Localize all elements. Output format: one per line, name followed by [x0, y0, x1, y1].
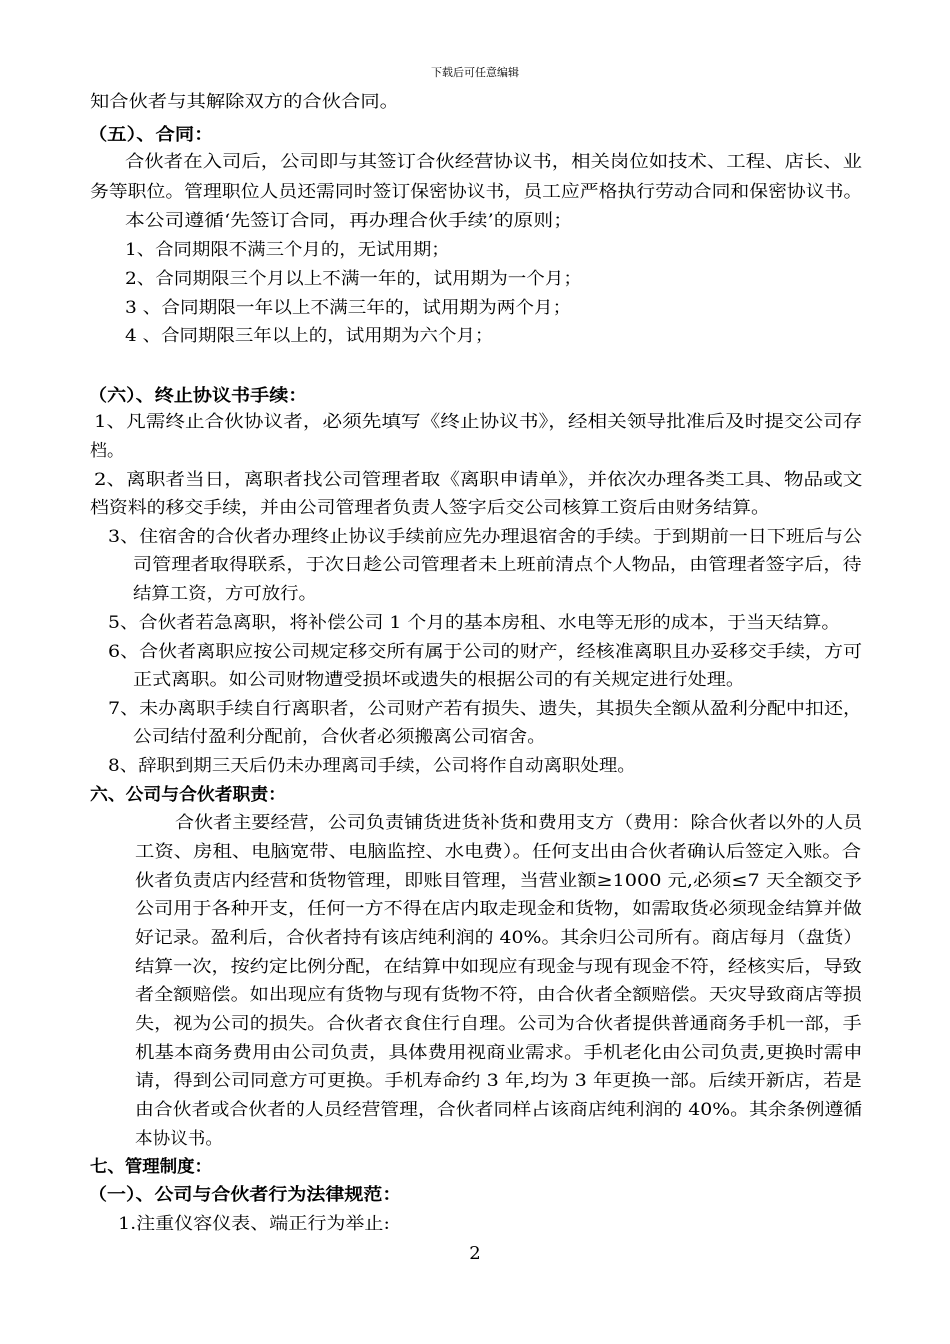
text-line: 3、住宿舍的合伙者办理终止协议手续前应先办理退宿舍的手续。于到期前一日下班后与公 — [108, 527, 863, 547]
text-line: 2、离职者当日，离职者找公司管理者取《离职申请单》，并依次办理各类工具、物品或文 — [94, 470, 863, 490]
text-line: 由合伙者或合伙者的人员经营管理，合伙者同样占该商店纯利润的 40%。其余条例遵循 — [135, 1100, 863, 1120]
text-line: 8、辞职到期三天后仍未办理离司手续，公司将作自动离职处理。 — [108, 756, 636, 776]
section-heading: （六）、终止协议书手续： — [88, 386, 308, 406]
text-line: 1、合同期限不满三个月的，无试用期； — [125, 240, 450, 260]
text-line: 2、合同期限三个月以上不满一年的，试用期为一个月； — [125, 269, 582, 289]
text-line: 4 、合同期限三年以上的，试用期为六个月； — [125, 326, 494, 346]
text-line: 6、合伙者离职应按公司规定移交所有属于公司的财产，经核准离职且办妥移交手续，方可 — [108, 642, 863, 662]
text-line: 合伙者在入司后，公司即与其签订合伙经营协议书，相关岗位如技术、工程、店长、业 — [125, 152, 863, 172]
text-line: 失，视为公司的损失。合伙者衣食住行自理。公司为合伙者提供普通商务手机一部，手 — [135, 1014, 862, 1034]
text-line: 伙者负责店内经营和货物管理，即账目管理，当营业额≥1000 元,必须≤7 天全额交予 — [135, 871, 862, 891]
text-line: 结算工资，方可放行。 — [133, 584, 317, 604]
section-heading: 七、管理制度： — [90, 1157, 212, 1177]
text-line: 1、凡需终止合伙协议者，必须先填写《终止协议书》，经相关领导批准后及时提交公司存 — [94, 412, 863, 432]
text-line: 公司结付盈利分配前，合伙者必须搬离公司宿舍。 — [133, 727, 546, 747]
text-line: 工资、房租、电脑宽带、电脑监控、水电费）。任何支出由合伙者确认后签定入账。合 — [135, 842, 862, 862]
page-number: 2 — [469, 1243, 481, 1264]
text-line: 1.注重仪容仪表、端正行为举止: — [118, 1214, 390, 1234]
page-header: 下载后可任意编辑 — [431, 66, 519, 79]
text-line: 3 、合同期限一年以上不满三年的，试用期为两个月； — [125, 298, 572, 318]
text-line: 本协议书。 — [135, 1129, 223, 1149]
text-line: 7、未办离职手续自行离职者，公司财产若有损失、遗失，其损失全额从盈利分配中扣还， — [108, 699, 863, 719]
text-line: 知合伙者与其解除双方的合伙合同。 — [90, 92, 399, 112]
text-line: 5、合伙者若急离职，将补偿公司 1 个月的基本房租、水电等无形的成本，于当天结算。 — [108, 613, 841, 633]
section-heading: （一）、公司与合伙者行为法律规范： — [88, 1185, 402, 1205]
text-line: 好记录。盈利后，合伙者持有该店纯利润的 40%。其余归公司所有。商店每月（盘货） — [135, 928, 863, 948]
text-line: 者全额赔偿。如出现应有货物与现有货物不符，由合伙者全额赔偿。天灾导致商店等损 — [135, 985, 862, 1005]
text-line: 务等职位。管理职位人员还需同时签订保密协议书，员工应严格执行劳动合同和保密协议书。 — [90, 182, 863, 202]
text-line: 本公司遵循‘先签订合同，再办理合伙手续’的原则； — [125, 211, 573, 231]
text-line: 结算一次，按约定比例分配，在结算中如现应有现金与现有现金不符，经核实后，导致 — [135, 957, 862, 977]
text-line: 公司用于各种开支，任何一方不得在店内取走现金和货物，如需取货必须现金结算并做 — [135, 899, 862, 919]
text-line: 档资料的移交手续，并由公司管理者负责人签字后交公司核算工资后由财务结算。 — [90, 498, 770, 518]
text-line: 机基本商务费用由公司负责，具体费用视商业需求。手机老化由公司负责,更换时需申 — [135, 1043, 863, 1063]
section-heading: （五）、合同： — [88, 125, 214, 145]
text-line: 档。 — [90, 441, 124, 461]
section-heading: 六、公司与合伙者职责： — [90, 785, 286, 805]
text-line: 合伙者主要经营，公司负责铺货进货补货和费用支方（费用：除合伙者以外的人员 — [175, 813, 863, 833]
text-line: 正式离职。如公司财物遭受损坏或遗失的根据公司的有关规定进行处理。 — [133, 670, 745, 690]
text-line: 司管理者取得联系，于次日趁公司管理者未上班前清点个人物品，由管理者签字后，待 — [133, 555, 862, 575]
text-line: 请，得到公司同意方可更换。手机寿命约 3 年,均为 3 年更换一部。后续开新店，若是 — [135, 1071, 862, 1091]
